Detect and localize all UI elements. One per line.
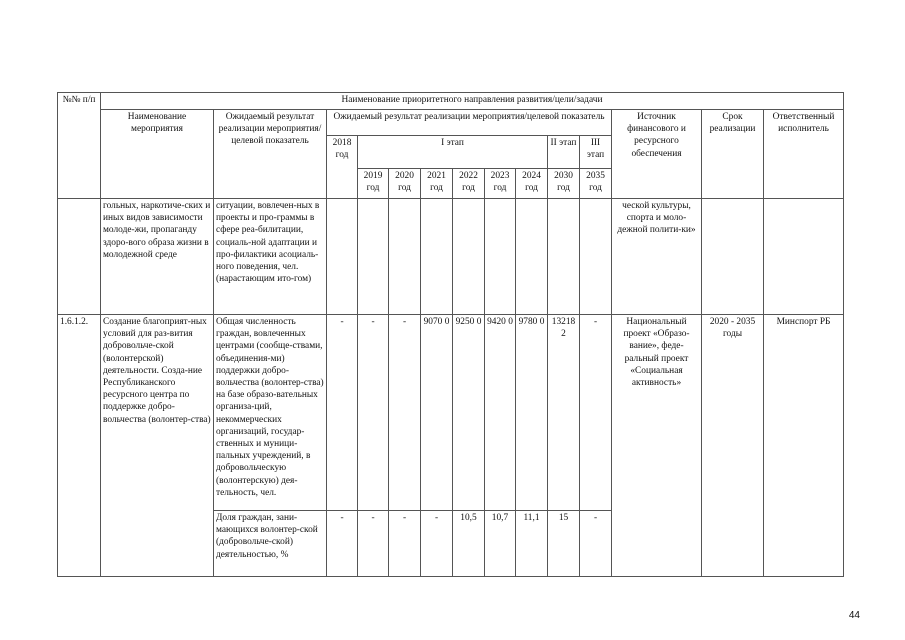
responsible xyxy=(764,199,844,315)
value-cell: 9070 0 xyxy=(421,315,453,511)
value-cell xyxy=(389,199,421,315)
header-stage-2: II этап xyxy=(548,136,580,169)
term: 2020 - 2035 годы xyxy=(702,315,764,577)
indicator-name: Доля граждан, зани-мающихся волонтер-ской (добровольче-ской) деятельностью, % xyxy=(214,511,327,577)
header-year: 2035 год xyxy=(580,169,612,199)
indicator-name: Общая численность граждан, вовлеченных центрами (сообще-ствами, объединения-ми) поддержки добро-вольчества (волонтер-ства) на базе образо-вательных организа-ций, некоммерческих организаций, государ-ственных и муници-пальных учреждений, в добровольческую (волонтерскую) дея-тельность, чел. xyxy=(214,315,327,511)
activity-name: гольных, наркотиче-ских и иных видов зависимости молоде-жи, пропаганду здоро-вого образа жизни в молодежной среде xyxy=(101,199,214,315)
table-row xyxy=(58,199,844,315)
header-activity-name: Наименование мероприятия xyxy=(101,110,214,199)
header-year: 2030 год xyxy=(548,169,580,199)
value-cell: 9420 0 xyxy=(485,315,516,511)
header-year-2018: 2018 год xyxy=(327,136,358,199)
value-cell xyxy=(580,199,612,315)
funding-source: ческой культуры, спорта и моло-дежной полити-ки» xyxy=(612,199,702,315)
header-num: №№ п/п xyxy=(58,93,101,199)
header-year: 2021 год xyxy=(421,169,453,199)
value-cell xyxy=(516,199,548,315)
header-expected-result-values: Ожидаемый результат реализации мероприятия/целевой показатель xyxy=(327,110,612,136)
table-row xyxy=(58,315,844,511)
value-cell xyxy=(421,199,453,315)
responsible: Минспорт РБ xyxy=(764,315,844,577)
value-cell: 10,5 xyxy=(453,511,485,577)
header-year: 2020 год xyxy=(389,169,421,199)
header-year: 2023 год xyxy=(485,169,516,199)
header-year: 2024 год xyxy=(516,169,548,199)
value-cell: - xyxy=(358,511,389,577)
activity-name: Создание благоприят-ных условий для раз-вития добровольче-ской (волонтерской) деятельности. Созда-ние Республиканского ресурсного центра по поддержке добро-вольчества (волонтер-ства) xyxy=(101,315,214,577)
value-cell xyxy=(327,199,358,315)
header-year: 2019 год xyxy=(358,169,389,199)
value-cell: - xyxy=(327,315,358,511)
value-cell: 10,7 xyxy=(485,511,516,577)
row-num xyxy=(58,199,101,315)
value-cell: - xyxy=(389,511,421,577)
value-cell: - xyxy=(358,315,389,511)
value-cell xyxy=(485,199,516,315)
header-stage-1: I этап xyxy=(358,136,548,169)
page-number: 44 xyxy=(848,610,860,621)
header-stage-3: III этап xyxy=(580,136,612,169)
indicator-name: ситуации, вовлечен-ных в проекты и про-граммы в сфере реа-билитации, социаль-ной адаптации и про-филактики асоциаль-ного поведения, чел. (нарастающим ито-гом) xyxy=(214,199,327,315)
value-cell xyxy=(358,199,389,315)
header-term: Срок реализации xyxy=(702,110,764,199)
header-year: 2022 год xyxy=(453,169,485,199)
value-cell: - xyxy=(389,315,421,511)
value-cell: - xyxy=(421,511,453,577)
header-expected-result: Ожидаемый результат реализации мероприятия/целевой показатель xyxy=(214,110,327,199)
value-cell: 11,1 xyxy=(516,511,548,577)
term xyxy=(702,199,764,315)
value-cell: 9250 0 xyxy=(453,315,485,511)
value-cell: 15 xyxy=(548,511,580,577)
row-num: 1.6.1.2. xyxy=(58,315,101,577)
value-cell: - xyxy=(580,315,612,511)
header-priority-direction: Наименование приоритетного направления развития/цели/задачи xyxy=(101,93,844,110)
program-table xyxy=(57,92,844,577)
value-cell: 9780 0 xyxy=(516,315,548,511)
value-cell xyxy=(548,199,580,315)
value-cell: - xyxy=(580,511,612,577)
funding-source: Национальный проект «Образо-вание», феде-ральный проект «Социальная активность» xyxy=(612,315,702,577)
value-cell: - xyxy=(327,511,358,577)
header-responsible: Ответственный исполнитель xyxy=(764,110,844,199)
value-cell: 13218 2 xyxy=(548,315,580,511)
header-funding: Источник финансового и ресурсного обеспечения xyxy=(612,110,702,199)
value-cell xyxy=(453,199,485,315)
